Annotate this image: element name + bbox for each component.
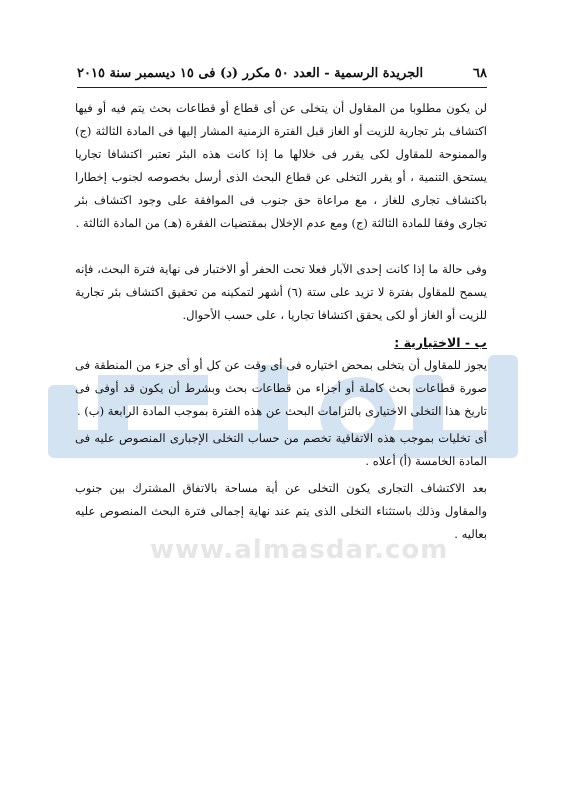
header-divider	[77, 87, 487, 88]
watermark-url: www.almasdar.com	[150, 535, 449, 565]
paragraph-5: بعد الاكتشاف التجارى يكون التخلى عن أية مساحة بالاتفاق المشترك بين جنوب والمقاول وذلك باستثناء التخلى الذى يتم عند نهاية إجمالى فترة البحث المنصوص عليه بعاليه .	[75, 481, 487, 541]
paragraph-2: وفى حالة ما إذا كانت إحدى الآبار فعلا تحت الحفر أو الاختبار فى نهاية فترة البحث، فإنه يسمح للمقاول بفترة لا تزيد على ستة (٦) أشهر لتمكينه من تحقيق اكتشاف بئر تجارية للزيت أو الغاز أو لكى يحقق اكتشافا تجاريا ، على حسب الأحوال.	[75, 262, 487, 322]
paragraph-4: أى تخليات بموجب هذه الاتفاقية تخصم من حساب التخلى الإجبارى المنصوص عليه فى المادة الخامسة (أ) أعلاه .	[75, 431, 487, 468]
page-number: ٦٨	[473, 65, 487, 81]
page-header	[77, 62, 487, 84]
paragraph-gap	[75, 235, 487, 258]
paragraph-1: لن يكون مطلوبا من المقاول أن يتخلى عن أى قطاع أو قطاعات بحث يتم فيه أو فيها اكتشاف بئر تجارية للزيت أو الغاز قبل الفترة الزمنية المشار إليها فى المادة الثالثة (ج) والممنوحة للمقاول لكى يقرر فى خلالها ما إذا كانت هذه البئر تعتبر اكتشافا تجاريا يستحق التنمية ، أو يقرر التخلى عن قطاع البحث الذى أرسل بخصوصه لجنوب إخطارا باكتشاف تجارى للغاز ، مع مراعاة حق جنوب فى الموافقة على وجود اكتشاف بئر تجارى وفقا للمادة الثالثة (ج) ومع عدم الإخلال بمقتضيات الفقرة (هـ) من المادة الثالثة .	[75, 101, 487, 230]
paragraph-3: يجوز للمقاول أن يتخلى بمحض اختياره فى أى وقت عن كل أو أى جزء من المنطقة فى صورة قطاعات بحث كاملة أو أجزاء من قطاعات بحث وبشرط أن يكون قد أوفى فى تاريخ هذا التخلى الاختيارى بالتزامات البحث عن هذه الفترة بموجب المادة الرابعة (ب) .	[75, 358, 487, 418]
document-body	[75, 97, 487, 546]
publication-title: الجريدة الرسمية - العدد ٥٠ مكرر (د) فى ١٥ ديسمبر سنة ٢٠١٥	[77, 65, 424, 81]
section-title: ب - الاختيارية :	[394, 335, 487, 350]
